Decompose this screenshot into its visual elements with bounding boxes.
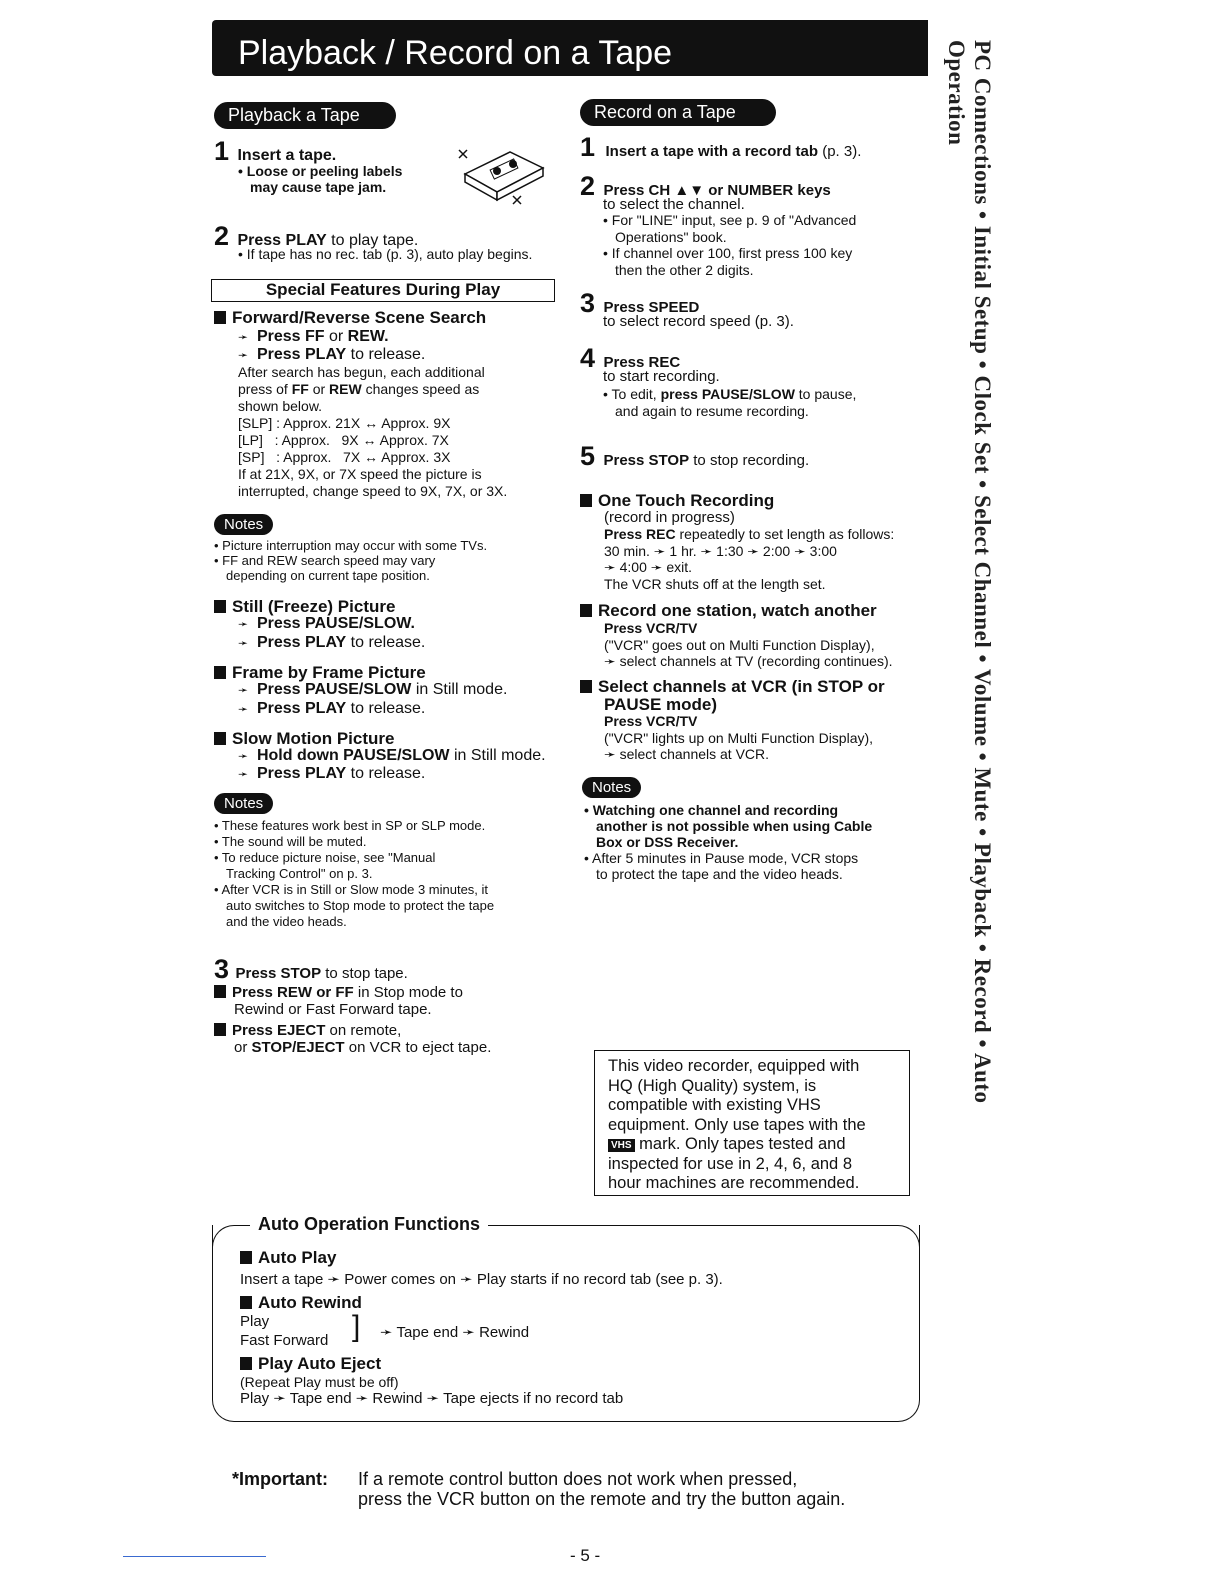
sidebar-chapter-index: PC Connections • Initial Setup • Clock Set • Select Channel • Volume • Mute • Playback • Record • Auto Operation	[944, 40, 995, 1104]
frame-line-2: ➛ Press PLAY to release.	[238, 700, 426, 717]
step-2-record: 2 Press CH ▲▼ or NUMBER keys	[580, 171, 831, 201]
fwd-line-1: ➛ Press FF or REW.	[238, 328, 389, 345]
notes-list-3: • Watching one channel and recording another is not possible when using Cable Box or DSS Receiver. • After 5 minutes in Pause mode, VCR stops to protect the tape and the video heads.	[584, 802, 873, 882]
auto-rewind-play: Play	[240, 1313, 270, 1330]
heading-one-touch-recording: One Touch Recording	[580, 491, 774, 511]
section-label-playback: Playback a Tape	[214, 102, 396, 129]
still-line-2: ➛ Press PLAY to release.	[238, 634, 426, 651]
step-1-playback	[214, 138, 336, 165]
step-2-record-sub: to select the channel.	[603, 196, 745, 213]
heading-frame-by-frame: Frame by Frame Picture	[214, 663, 426, 683]
slow-line-2: ➛ Press PLAY to release.	[238, 765, 426, 782]
page-number: - 5 -	[570, 1546, 601, 1565]
heading-auto-play: Auto Play	[240, 1248, 336, 1268]
slow-line-1: ➛ Hold down PAUSE/SLOW in Still mode.	[238, 747, 546, 764]
step-2-bullet: • If tape has no rec. tab (p. 3), auto play begins.	[238, 246, 533, 262]
auto-play-text: Insert a tape ➛ Power comes on ➛ Play starts if no record tab (see p. 3).	[240, 1271, 723, 1288]
otr-sub: (record in progress)	[604, 509, 735, 526]
step-title: Insert a tape.	[237, 147, 337, 164]
step-2-record-bullets: • For "LINE" input, see p. 9 of "Advanced Operations" book. • If channel over 100, first press 100 key then the other 2 digits.	[603, 212, 857, 278]
page-title: Playback / Record on a Tape	[238, 34, 673, 72]
heading-play-auto-eject: Play Auto Eject	[240, 1354, 381, 1374]
auto-operation-title: Auto Operation Functions	[250, 1214, 488, 1235]
step-1-bullet-cont: may cause tape jam.	[250, 179, 387, 195]
step-1-bullet: • Loose or peeling labels	[238, 163, 403, 179]
hq-compatibility-box: This video recorder, equipped with HQ (High Quality) system, is compatible with existing VHS equipment. Only use tapes with the VHS mark. Only tapes tested and inspected for use in 2, 4, 6, and 8 hour machines are recommended.	[594, 1050, 910, 1196]
fwd-paragraph: After search has begun, each additional press of FF or REW changes speed as shown below. [SLP] : Approx. 21X ↔ Approx. 9X [LP] : Approx. 9X ↔ Approx. 7X [SP] : Approx. 7X ↔ Approx. 3X If at 21X, 9X, or 7X speed the picture is interrupted, change speed to 9X, 7X, or 3X.	[238, 364, 508, 499]
heading-select-channels-vcr: Select channels at VCR (in STOP or	[580, 677, 885, 697]
important-label: *Important:	[232, 1469, 328, 1489]
heading-select-channels-vcr-cont: PAUSE mode)	[604, 695, 718, 714]
step-4-record-sub: to start recording.	[603, 368, 720, 385]
step-number: 1	[214, 136, 230, 166]
important-text: If a remote control button does not work when pressed, press the VCR button on the remote and try the button again.	[358, 1469, 846, 1509]
step-4-record-bullet: • To edit, press PAUSE/SLOW to pause, and again to resume recording.	[603, 386, 857, 419]
fwd-line-2: ➛ Press PLAY to release.	[238, 346, 426, 363]
step-3-record: 3 Press SPEED	[580, 288, 700, 318]
step-1-record: 1 Insert a tape with a record tab (p. 3).	[580, 132, 862, 162]
step-3-playback: 3 Press STOP to stop tape.	[214, 954, 408, 984]
otr-details: Press REC repeatedly to set length as follows: 30 min. ➛ 1 hr. ➛ 1:30 ➛ 2:00 ➛ 3:00 ➛ 4:00 ➛ exit. The VCR shuts off at the length set.	[604, 526, 895, 592]
section-label-record: Record on a Tape	[580, 99, 776, 126]
heading-auto-rewind: Auto Rewind	[240, 1293, 362, 1313]
notes-list-2: • These features work best in SP or SLP mode. • The sound will be muted. • To reduce picture noise, see "Manual Tracking Control" on p. 3. • After VCR is in Still or Slow mode 3 minutes, it auto switches to Stop mode to protect the tape and the video heads.	[214, 818, 495, 929]
brace-icon: ]	[352, 1310, 361, 1343]
notes-badge-1: Notes	[214, 514, 273, 535]
auto-eject-condition: (Repeat Play must be off)	[240, 1374, 399, 1390]
notes-badge-3: Notes	[582, 777, 641, 798]
heading-still-picture: Still (Freeze) Picture	[214, 597, 395, 617]
special-features-box: Special Features During Play	[211, 279, 555, 302]
footnote-rule	[123, 1556, 266, 1557]
notes-list-1: • Picture interruption may occur with some TVs. • FF and REW search speed may vary depending on current tape position.	[214, 538, 488, 583]
rewind-ff-note: Press REW or FF in Stop mode to Rewind or Fast Forward tape.	[214, 984, 463, 1018]
auto-rewind-ff: Fast Forward	[240, 1332, 329, 1349]
heading-slow-motion: Slow Motion Picture	[214, 729, 394, 749]
step-3-record-sub: to select record speed (p. 3).	[603, 313, 794, 330]
step-4-record: 4 Press REC	[580, 343, 681, 373]
heading-record-one-watch-another: Record one station, watch another	[580, 601, 877, 621]
step-5-record: 5 Press STOP to stop recording.	[580, 441, 810, 471]
auto-eject-sequence: Play ➛ Tape end ➛ Rewind ➛ Tape ejects if no record tab	[240, 1390, 624, 1407]
record-one-details: Press VCR/TV ("VCR" goes out on Multi Function Display), ➛ select channels at TV (recording continues).	[604, 620, 893, 669]
eject-note: Press EJECT on remote, or STOP/EJECT on VCR to eject tape.	[214, 1022, 491, 1056]
frame-line-1: ➛ Press PAUSE/SLOW in Still mode.	[238, 681, 508, 698]
vhs-logo-icon: VHS	[608, 1139, 635, 1152]
still-line-1: ➛ Press PAUSE/SLOW.	[238, 615, 415, 632]
heading-forward-reverse-search: Forward/Reverse Scene Search	[214, 308, 486, 328]
tape-icon	[455, 144, 550, 206]
select-channels-details: Press VCR/TV ("VCR" lights up on Multi Function Display), ➛ select channels at VCR.	[604, 713, 874, 762]
notes-badge-2: Notes	[214, 793, 273, 814]
step-2-playback: 2 Press PLAY to play tape.	[214, 221, 419, 251]
auto-rewind-result: ➛ Tape end ➛ Rewind	[380, 1324, 530, 1341]
